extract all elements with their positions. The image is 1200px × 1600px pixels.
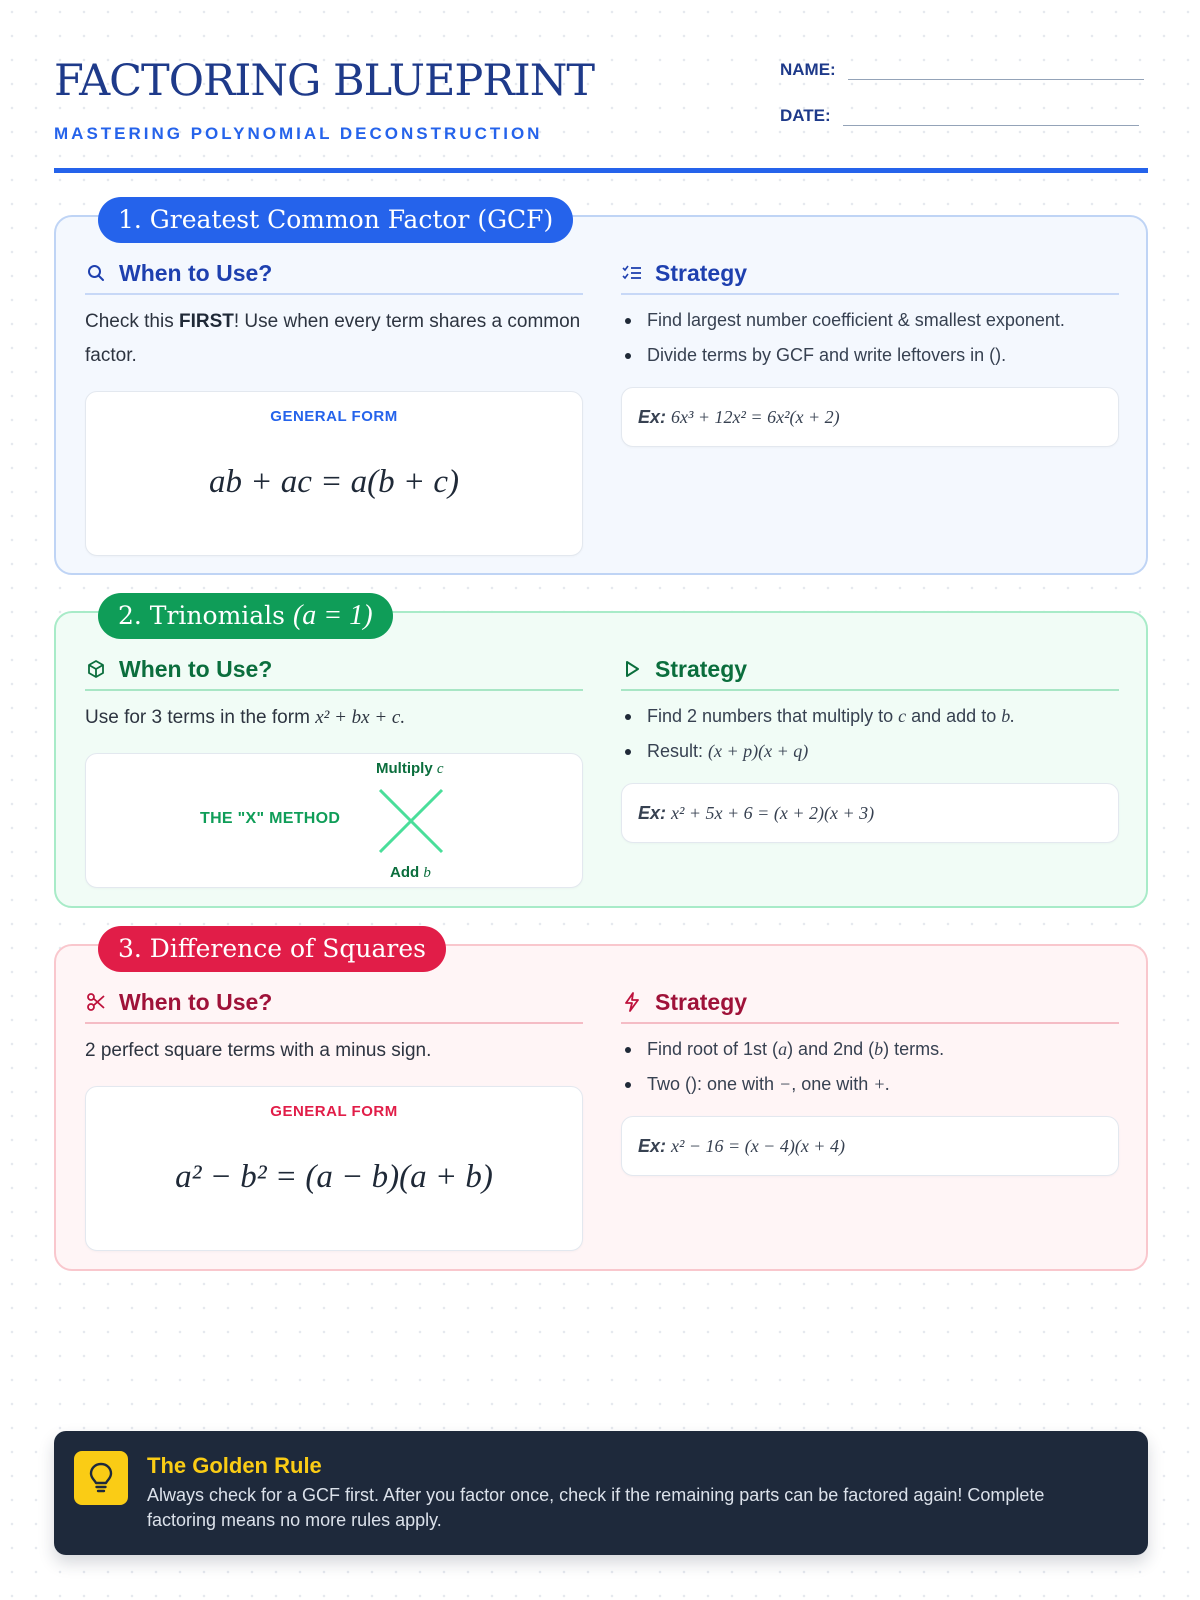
bullet-text: Find root of 1st ( (647, 1039, 779, 1059)
when-heading-text: When to Use? (119, 988, 273, 1015)
when-heading-squares (85, 986, 583, 1024)
example-label: Ex: (638, 406, 667, 427)
lightning-icon (621, 991, 643, 1013)
date-label: DATE: (780, 106, 831, 125)
name-line[interactable] (848, 60, 1144, 80)
section-title-text: 1. Greatest Common Factor (GCF) (118, 205, 554, 234)
scissors-icon (85, 991, 107, 1013)
add-var: b (423, 865, 431, 881)
strategy-column-squares (621, 986, 1119, 1176)
example-formula: 6x³ + 12x² = 6x²(x + 2) (671, 406, 840, 427)
golden-rule-text: Always check for a GCF first. After you factor once, check if the remaining parts can be factored again! Complete factoring means no more rules apply. (147, 1485, 1045, 1530)
desc-math: x² + bx + c. (315, 707, 406, 728)
general-form-label: GENERAL FORM (270, 408, 398, 425)
multiply-label (376, 760, 444, 778)
desc-bold: FIRST (178, 311, 234, 332)
bullet-math: (x + p)(x + q) (708, 741, 809, 761)
date-field[interactable] (780, 106, 1139, 126)
bullet-text: ) terms. (883, 1039, 945, 1059)
golden-rule-title: The Golden Rule (147, 1453, 322, 1478)
example-formula: x² + 5x + 6 = (x + 2)(x + 3) (671, 802, 875, 823)
worksheet-header (54, 52, 1148, 174)
strategy-list-squares (621, 1032, 1119, 1102)
list-item (621, 699, 1119, 734)
when-description-gcf (85, 305, 583, 373)
when-column-trinomials (85, 653, 583, 888)
bullet-text: Two (): one with (647, 1074, 780, 1094)
bullet-math: c (898, 706, 907, 726)
bullet-math: b. (1001, 706, 1015, 726)
strategy-column-gcf (621, 257, 1119, 447)
bullet-text: and add to (906, 706, 1002, 726)
bullet-math: − (779, 1074, 792, 1094)
when-heading-gcf (85, 257, 583, 295)
page-title: FACTORING BLUEPRINT (54, 56, 595, 106)
when-description-trinomials (85, 701, 583, 735)
add-label (390, 864, 431, 882)
desc-text: Check this (85, 311, 179, 332)
strategy-heading-text: Strategy (655, 259, 748, 286)
x-method-label: THE "X" METHOD (200, 810, 341, 827)
header-divider (54, 168, 1148, 173)
section-title-text: 2. Trinomials (118, 601, 286, 630)
search-icon (85, 262, 107, 284)
when-heading-trinomials (85, 653, 583, 691)
when-heading-text: When to Use? (119, 259, 273, 286)
bullet-text: Find 2 numbers that multiply to (647, 706, 899, 726)
name-field[interactable] (780, 60, 1144, 80)
page-subtitle: MASTERING POLYNOMIAL DECONSTRUCTION (54, 124, 543, 143)
strategy-heading-text: Strategy (655, 988, 748, 1015)
strategy-heading-trinomials (621, 653, 1119, 691)
example-card-trinomials (621, 783, 1119, 843)
golden-rule-banner (54, 1431, 1148, 1555)
section-title-squares (98, 926, 446, 972)
list-check-icon (621, 262, 643, 284)
example-label: Ex: (638, 1135, 667, 1156)
general-form-card-squares (85, 1086, 583, 1251)
example-label: Ex: (638, 802, 667, 823)
section-title-text: 3. Difference of Squares (118, 934, 426, 963)
section-trinomials (54, 600, 1148, 908)
multiply-var: c (436, 761, 444, 777)
strategy-heading-text: Strategy (655, 655, 748, 682)
list-item (621, 734, 1119, 769)
list-item: Divide terms by GCF and write leftovers in (). (621, 338, 1119, 373)
when-column-gcf (85, 257, 583, 556)
strategy-column-trinomials (621, 653, 1119, 843)
bullet-math: +. (873, 1074, 890, 1094)
strategy-list-gcf (621, 303, 1119, 373)
desc-text: ! Use when every term shares a common factor. (85, 311, 581, 366)
general-form-formula: a² − b² = (a − b)(a + b) (175, 1159, 493, 1195)
cube-icon (85, 658, 107, 680)
list-item (621, 1067, 1119, 1102)
strategy-heading-squares (621, 986, 1119, 1024)
bullet-text: , one with (791, 1074, 874, 1094)
example-card-squares (621, 1116, 1119, 1176)
name-label: NAME: (780, 60, 836, 79)
play-icon (621, 658, 643, 680)
general-form-card-gcf (85, 391, 583, 556)
when-description-squares: 2 perfect square terms with a minus sign. (85, 1040, 432, 1061)
section-gcf (54, 205, 1148, 575)
add-text: Add (390, 864, 420, 881)
section-title-trinomials (98, 593, 393, 639)
example-formula: x² − 16 = (x − 4)(x + 4) (671, 1135, 845, 1156)
bullet-math: a (778, 1039, 788, 1059)
example-card-gcf (621, 387, 1119, 447)
x-method-card (85, 753, 583, 888)
when-heading-text: When to Use? (119, 655, 273, 682)
date-line[interactable] (843, 106, 1139, 126)
multiply-text: Multiply (376, 760, 433, 777)
general-form-label: GENERAL FORM (270, 1103, 398, 1120)
bullet-text: ) and 2nd ( (787, 1039, 875, 1059)
strategy-heading-gcf (621, 257, 1119, 295)
bullet-math: b (874, 1039, 884, 1059)
strategy-list-trinomials (621, 699, 1119, 769)
general-form-formula: ab + ac = a(b + c) (208, 464, 460, 500)
list-item: Find largest number coefficient & smallest exponent. (621, 303, 1119, 338)
desc-text: Use for 3 terms in the form (85, 707, 316, 728)
x-method-diagram (376, 786, 446, 856)
section-title-gcf (98, 197, 573, 243)
list-item (621, 1032, 1119, 1067)
section-title-math: (a = 1) (292, 600, 373, 631)
section-difference-of-squares (54, 934, 1148, 1271)
when-column-squares (85, 986, 583, 1251)
bullet-text: Result: (647, 741, 709, 761)
lightbulb-icon (74, 1451, 128, 1505)
